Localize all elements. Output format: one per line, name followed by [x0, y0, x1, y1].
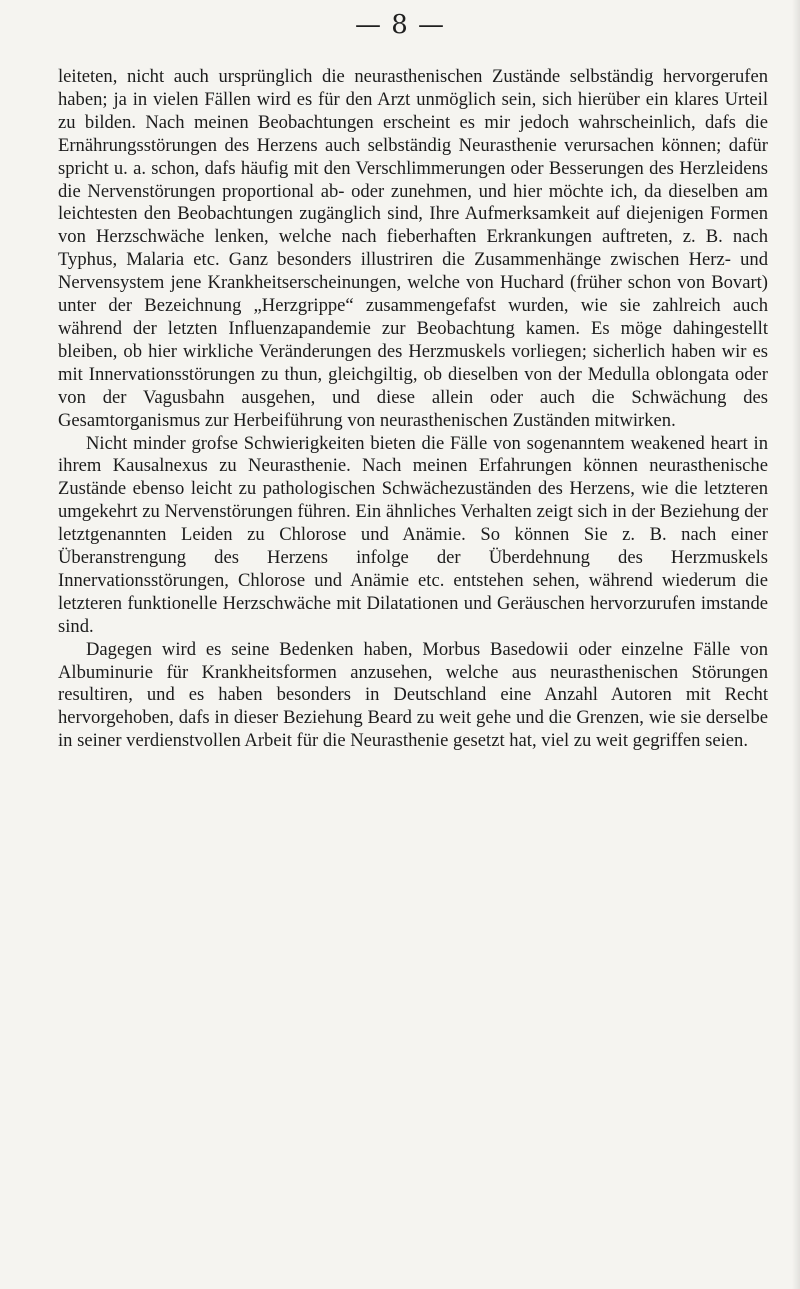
- body-text: [58, 66, 768, 753]
- page-number: — 8 —: [354, 10, 446, 40]
- paragraph-2: Nicht minder grofse Schwierigkeiten bieten die Fälle von sogenanntem weakened heart in ihrem Kausalnexus zu Neurasthenie. Nach meinen Erfahrungen können neurasthenische Zustände ebenso leicht zu pathologischen Schwächezuständen des Herzens, wie die letzteren umgekehrt zu Nervenstörungen führen. Ein ähnliches Verhalten zeigt sich in der Beziehung der letztgenannten Leiden zu Chlorose und Anämie. So können Sie z. B. nach einer Überanstrengung des Herzens infolge der Überdehnung des Herzmuskels Innervationsstörungen, Chlorose und Anämie etc. entstehen sehen, während wiederum die letzteren funktionelle Herzschwäche mit Dilatationen und Geräuschen hervorzurufen imstande sind.: [58, 432, 768, 637]
- paragraph-3: Dagegen wird es seine Bedenken haben, Morbus Basedowii oder einzelne Fälle von Albuminurie für Krankheitsformen anzusehen, welche aus neurasthenischen Störungen resultiren, und es haben besonders in Deutschland eine Anzahl Autoren mit Recht hervorgehoben, dafs in dieser Beziehung Beard zu weit gehe und die Grenzen, wie sie derselbe in seiner verdienstvollen Arbeit für die Neurasthenie gesetzt hat, viel zu weit gegriffen seien.: [58, 638, 768, 752]
- page-edge-shadow: [792, 0, 800, 1289]
- paragraph-1: leiteten, nicht auch ursprünglich die neurasthenischen Zustände selbständig hervorgerufen haben; ja in vielen Fällen wird es für den Arzt unmöglich sein, sich hierüber ein klares Urteil zu bilden. Nach meinen Beobachtungen erscheint es mir jedoch wahrscheinlich, dafs die Ernährungsstörungen des Herzens auch selbständig Neurasthenie verursachen können; dafür spricht u. a. schon, dafs häufig mit den Verschlimmerungen oder Besserungen des Herzleidens die Nervenstörungen proportional ab- oder zunehmen, und hier möchte ich, da dieselben am leichtesten den Beobachtungen zugänglich sind, Ihre Aufmerksamkeit auf diejenigen Formen von Herzschwäche lenken, welche nach fieberhaften Erkrankungen auftreten, z. B. nach Typhus, Malaria etc. Ganz besonders illustriren die Zusammenhänge zwischen Herz- und Nervensystem jene Krankheitserscheinungen, welche von Huchard (früher schon von Bovart) unter der Bezeichnung „Herzgrippe“ zusammengefafst wurden, wie sie zahlreich auch während der letzten Influenzapandemie zur Beobachtung kamen. Es möge dahingestellt bleiben, ob hier wirkliche Veränderungen des Herzmuskels vorliegen; sicherlich haben wir es mit Innervationsstörungen zu thun, gleichgiltig, ob dieselben von der Medulla oblongata oder von der Vagusbahn ausgehen, und diese allein oder auch die Schwächung des Gesamtorganismus zur Herbeiführung von neurasthenischen Zuständen mitwirken.: [58, 66, 768, 431]
